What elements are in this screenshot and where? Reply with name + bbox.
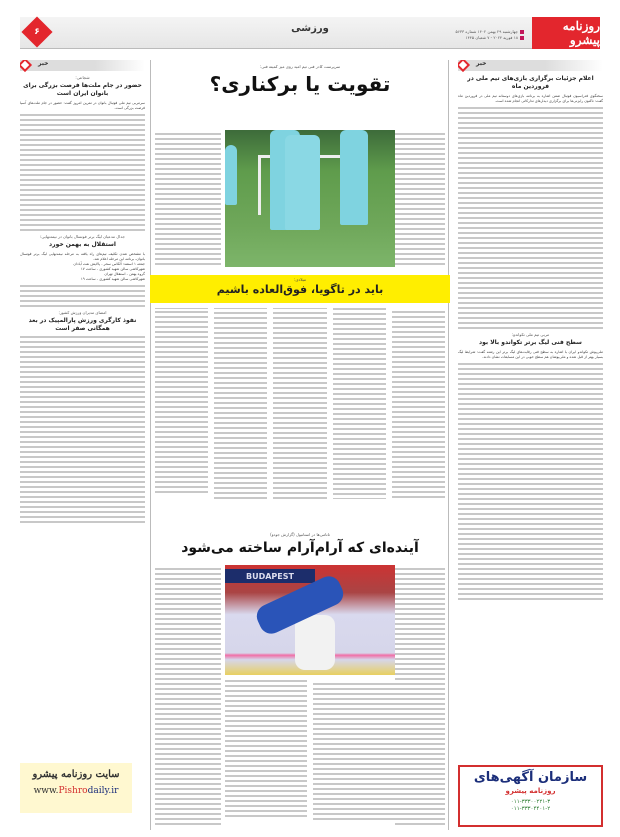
judoka-white	[295, 615, 335, 670]
advertising-box[interactable]	[458, 765, 603, 827]
left-column	[20, 60, 145, 760]
website-url[interactable]	[20, 786, 132, 796]
article-body	[20, 285, 145, 307]
section-label: خبر	[476, 60, 487, 67]
newspaper-logo[interactable]: روزنامه پیشرو	[532, 17, 600, 49]
url-suffix: daily.ir	[87, 786, 119, 796]
column-divider	[448, 60, 449, 830]
page-number: ۶	[34, 27, 40, 37]
column-divider	[150, 60, 151, 830]
section-label-bar	[458, 60, 603, 71]
page-number-badge	[21, 16, 52, 47]
judo-article-kicker: تاتامی‌ها در استانبول (گزارش جودو)	[270, 532, 330, 537]
judo-body-left	[155, 565, 221, 830]
article-body	[20, 336, 145, 523]
feature-headline[interactable]: باید در تاگویا، فوق‌العاده باشیم	[216, 283, 384, 296]
judo-body-center	[225, 680, 395, 830]
schedule-line: شهرکاشی سالن شهید کشوری - ساعت ۱۹	[80, 277, 145, 281]
article-body	[20, 114, 145, 231]
bullet-icon	[520, 36, 524, 40]
ad-subtitle: روزنامه پیشرو	[505, 787, 556, 795]
main-article-kicker: سرپرست کادر فنی تیم امید روی میز کمیته فنی:	[259, 64, 341, 69]
judo-article-headline[interactable]: آینده‌ای که آرام‌آرام ساخته می‌شود	[181, 540, 419, 556]
judo-body-right	[395, 565, 445, 830]
diamond-icon	[20, 60, 32, 72]
ad-phone: ۰۱۱-۳۳۳۰۰۲۲۱-۳	[510, 799, 551, 805]
feature-kicker: میلادی:	[294, 277, 306, 282]
right-column	[458, 60, 603, 760]
article-lead: سخنگوی فدراسیون فوتبال ضمن اشاره به برنامه بازی‌های دوستانه تیم ملی در فروردین ماه گفت: تاکنون رایزنی‌ها برای برگزاری دیدارهای تدارکاتی انجام شده است.	[458, 94, 603, 103]
article-body	[458, 107, 603, 329]
article-headline[interactable]: سطح فنی لیگ برتر تکواندو بالا بود	[479, 339, 582, 346]
article-lead: با مشخص شدن تکلیف تیم‌های راه یافته به مرحله نیمه‌نهایی لیگ برتر فوتسال بانوان، برنامه این مرحله اعلام شد.	[20, 252, 145, 261]
main-article-headline[interactable]: تقویت یا برکناری؟	[209, 72, 391, 96]
website-title: سایت روزنامه پیشرو	[32, 769, 120, 780]
article-body	[458, 363, 603, 600]
diamond-icon	[458, 60, 470, 72]
training-photo[interactable]	[225, 130, 395, 267]
article-lead: ملی‌پوش تکواندو ایران با اشاره به سطح فنی رقابت‌های لیگ برتر این رشته گفت: شرایط لیگ بسیار بهتر از قبل شده و ملی‌پوشان هم سطح خوبی در این مسابقات نشان دادند.	[458, 350, 603, 359]
url-brand: Pishro	[58, 786, 88, 796]
date-gregorian: ۱۸ فوریه ۲۰۲۴ - ۷ شعبان ۱۴۴۵	[465, 35, 518, 40]
section-title: ورزشی	[291, 23, 329, 34]
person-figure	[340, 130, 368, 225]
article-kicker: مربی تیم ملی تکواندو:	[511, 332, 550, 337]
article-headline[interactable]: اعلام جزئیات برگزاری بازی‌های تیم ملی در فروردین ماه	[467, 75, 594, 90]
article-kicker: امضای مدیران ورزش کشور:	[58, 310, 107, 315]
ad-phone: ۰۱۱-۳۳۳۰۴۴۰۱-۲	[510, 806, 551, 812]
photo-banner-text: BUDAPEST	[225, 569, 315, 583]
person-figure	[225, 145, 237, 205]
feature-body	[155, 308, 445, 523]
article-headline[interactable]: نفوذ کارگری ورزش پارالمپیک در بعد همگانی صفر است	[28, 317, 137, 332]
schedule-line: گروه بهمن - استقلال تهران	[104, 272, 145, 276]
article-lead: سرمربی تیم ملی فوتبال بانوان در تمرین امروز گفت: حضور در جام ملت‌های آسیا فرصت بزرگی است.	[20, 101, 145, 110]
article-kicker: شجاعی:	[75, 75, 90, 80]
article-headline[interactable]: حضور در جام ملت‌ها فرصت بزرگی برای بانوان ایران است	[23, 82, 142, 97]
main-article-body-right	[395, 130, 445, 270]
article-kicker: جدال مدعیان لیگ برتر فوتسال بانوان در نیمه‌نهایی؛	[40, 234, 125, 239]
section-label: خبر	[38, 60, 49, 67]
date-persian: چهارشنبه ۲۹ بهمن ۱۴۰۲ شماره ۵۶۳۳	[455, 29, 518, 34]
page-header	[20, 17, 600, 49]
section-label-bar	[20, 60, 145, 71]
schedule-line: جمعه ۱ اسفند: آلکاس سحر - پالایش نفت آبادان	[73, 262, 145, 266]
article-headline[interactable]: استقلال به بهمن خورد	[49, 241, 116, 248]
match-schedule	[20, 262, 145, 282]
website-promo-box[interactable]	[20, 763, 132, 813]
main-article-body-left	[155, 130, 221, 270]
person-figure	[285, 135, 320, 230]
url-prefix: www.	[33, 786, 59, 796]
judo-photo[interactable]	[225, 565, 395, 675]
schedule-line: شهرکاشی سالن شهید کشوری - ساعت ۱۷	[80, 267, 145, 271]
feature-headline-bar	[150, 275, 450, 303]
ad-title: سازمان آگهی‌های	[473, 770, 588, 785]
